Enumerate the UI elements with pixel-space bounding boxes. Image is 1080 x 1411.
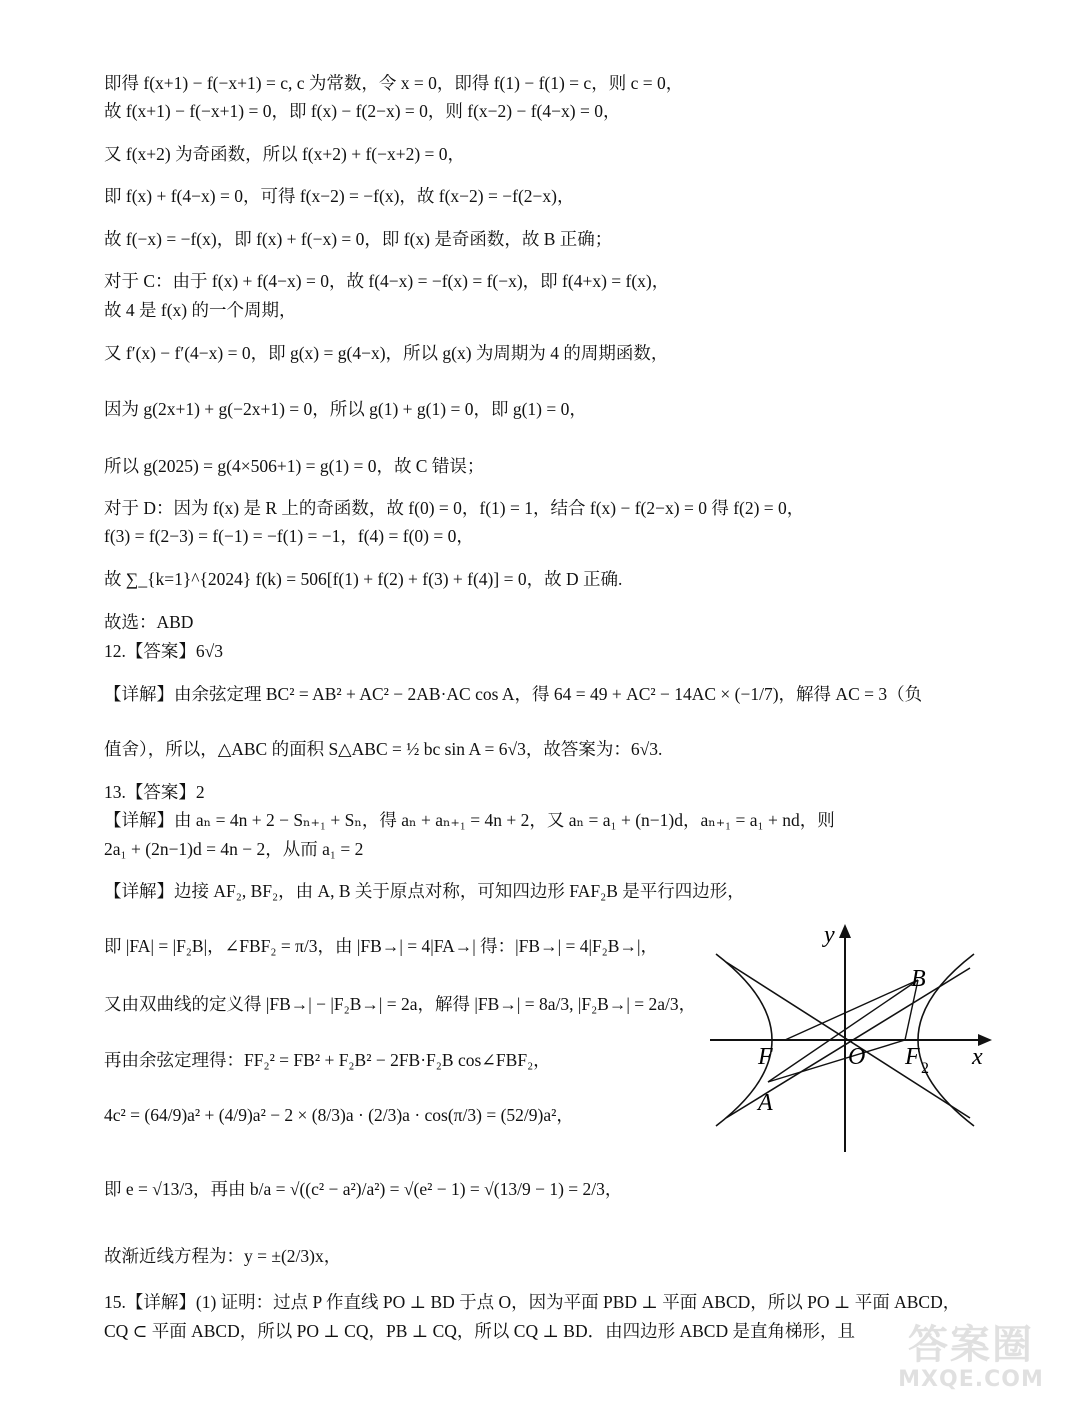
label-y: y [824,922,835,948]
text-line-17: 值舍），所以，△ABC 的面积 S△ABC = ½ bc sin A = 6√3，故答案为：6√3. [104,739,663,759]
text-line-11: 对于 D：因为 f(x) 是 R 上的奇函数，故 f(0) = 0，f(1) = 1，结合 f(x) − f(2−x) = 0 得 f(2) = 0， [104,498,805,518]
text-line-12: f(3) = f(2−3) = f(−1) = −f(1) = −1，f(4) = f(0) = 0， [104,526,474,546]
segment-AF2 [768,1040,905,1082]
watermark-bottom: MXQE.COM [898,1367,1044,1392]
text-line-3: 又 f(x+2) 为奇函数，所以 f(x+2) + f(−x+2) = 0， [104,144,466,164]
label-B: B [911,966,926,992]
label-A: A [758,1090,773,1116]
text-line-28: 15.【详解】(1) 证明：过点 P 作直线 PO ⊥ BD 于点 O，因为平面 PBD ⊥ 平面 ABCD，所以 PO ⊥ 平面 ABCD， [104,1292,961,1312]
label-F2-subscript: 2 [921,1060,929,1077]
label-x: x [972,1044,983,1070]
y-axis-arrow [839,924,851,938]
text-line-23: 又由双曲线的定义得 |FB→| − |F₂B→| = 2a，解得 |FB→| = 8a/3, |F₂B→| = 2a/3， [104,994,697,1014]
text-line-9: 因为 g(2x+1) + g(−2x+1) = 0，所以 g(1) + g(1) = 0，即 g(1) = 0， [104,399,587,419]
answer-12: 12.【答案】6√3 [104,641,223,661]
label-F2: F [905,1044,920,1070]
segment-AB [768,980,918,1082]
text-line-27: 故渐近线方程为：y = ±(2/3)x， [104,1246,342,1266]
watermark-logo [876,1323,1066,1403]
text-line-13: 故 ∑_{k=1}^{2024} f(k) = 506[f(1) + f(2) + f(3) + f(4)] = 0，故 D 正确. [104,569,623,589]
text-line-29: CQ ⊂ 平面 ABCD，所以 PO ⊥ CQ，PB ⊥ CQ，所以 CQ ⊥ BD．由四边形 ABCD 是直角梯形，且 [104,1321,855,1341]
text-line-6: 对于 C：由于 f(x) + f(4−x) = 0，故 f(4−x) = −f(x) = f(−x)，即 f(4+x) = f(x)， [104,271,670,291]
text-line-8: 又 f′(x) − f′(4−x) = 0，即 g(x) = g(4−x)，所以 g(x) 为周期为 4 的周期函数， [104,343,669,363]
hyperbola-figure [708,922,992,1154]
text-line-19: 【详解】由 aₙ = 4n + 2 − Sₙ₊₁ + Sₙ，得 aₙ + aₙ₊₁ = 4n + 2，又 aₙ = a₁ + (n−1)d，aₙ₊₁ = a₁ + nd，则 [104,810,835,830]
label-origin: O [848,1044,866,1070]
text-line-7: 故 4 是 f(x) 的一个周期， [104,300,297,320]
text-line-14: 故选：ABD [104,612,194,632]
text-line-24: 再由余弦定理得：FF₂² = FB² + F₂B² − 2FB·F₂B cos∠FBF₂， [104,1050,551,1070]
watermark-top: 答案圈 [908,1322,1034,1368]
label-F: F [758,1044,773,1070]
text-line-26: 即 e = √13/3，再由 b/a = √((c² − a²)/a²) = √(e² − 1) = √(13/9 − 1) = 2/3， [104,1179,623,1199]
text-line-2: 故 f(x+1) − f(−x+1) = 0，即 f(x) − f(2−x) = 0，则 f(x−2) − f(4−x) = 0， [104,101,621,121]
text-line-10: 所以 g(2025) = g(4×506+1) = g(1) = 0，故 C 错误； [104,456,485,476]
text-line-20: 2a₁ + (2n−1)d = 4n − 2，从而 a₁ = 2 [104,839,364,859]
text-line-16: 【详解】由余弦定理 BC² = AB² + AC² − 2AB·AC cos A，得 64 = 49 + AC² − 14AC × (−1/7)，解得 AC = 3（负 [104,684,923,704]
text-line-21: 【详解】边接 AF₂, BF₂，由 A, B 关于原点对称，可知四边形 FAF₂B 是平行四边形， [104,881,745,901]
text-line-4: 即 f(x) + f(4−x) = 0，可得 f(x−2) = −f(x)，故 f(x−2) = −f(2−x)， [104,186,575,206]
text-line-1: 即得 f(x+1) − f(−x+1) = c, c 为常数，令 x = 0，即得 f(1) − f(1) = c，则 c = 0， [104,73,684,93]
text-line-5: 故 f(−x) = −f(x)，即 f(x) + f(−x) = 0，即 f(x) 是奇函数，故 B 正确； [104,229,613,249]
segment-FB [785,980,918,1040]
text-line-22: 即 |FA| = |F₂B|，∠FBF₂ = π/3，由 |FB→| = 4|FA→| 得：|FB→| = 4|F₂B→|， [104,936,658,956]
answer-13: 13.【答案】2 [104,782,205,802]
text-line-25: 4c² = (64/9)a² + (4/9)a² − 2 × (8/3)a · (2/3)a · cos(π/3) = (52/9)a²， [104,1105,574,1125]
